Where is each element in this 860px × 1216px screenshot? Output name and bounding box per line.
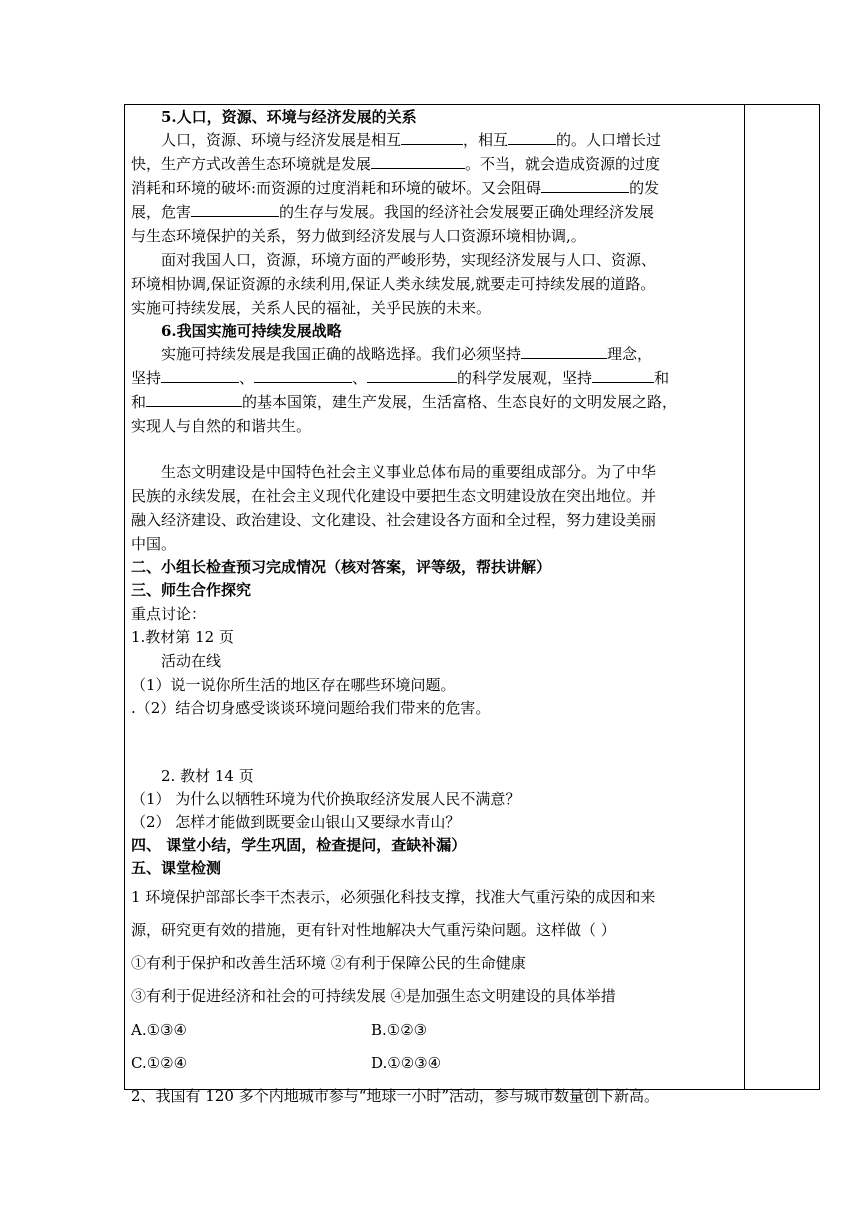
test-q1-line1: 1 环境保护部部长李干杰表示，必须强化科技支撑，找准大气重污染的成因和来 [131, 888, 656, 906]
fill-blank[interactable] [508, 130, 556, 145]
test-q2: 2、我国有 120 多个内地城市参与“地球一小时”活动，参与城市数量创下新高。 [131, 1087, 660, 1105]
section6-line3: 和 的基本国策，建生产发展，生活富格、生态良好的文明发展之路， [131, 393, 678, 411]
fill-blank[interactable] [161, 368, 239, 383]
test-options-line2: ③有利于促进经济和社会的可持续发展 ④是加强生态文明建设的具体举措 [131, 987, 616, 1005]
section5-p1-line4: 展，危害 的生存与发展。我国的经济社会发展要正确处理经济发展 [131, 203, 655, 221]
section6-line1: 实施可持续发展是我国正确的战略选择。我们必须坚持 理念， [161, 345, 653, 363]
test-q1-line2: 源，研究更有效的措施，更有针对性地解决大气重污染问题。这样做（ ） [131, 921, 616, 939]
fill-blank[interactable] [592, 368, 654, 383]
column-divider [744, 104, 745, 1090]
question-2: .（2）结合切身感受谈谈环境问题给我们带来的危害。 [131, 699, 491, 717]
section6-heading: 6.我国实施可持续发展战略 [161, 322, 342, 340]
ecology-line1: 生态文明建设是中国特色社会主义事业总体布局的重要组成部分。为了中华 [161, 463, 657, 481]
part2-heading: 二、小组长检查预习完成情况（核对答案，评等级，帮扶讲解） [131, 558, 552, 576]
section5-p2-line2: 环境相协调,保证资源的永续利用,保证人类永续发展,就要走可持续发展的道路。 [131, 275, 656, 293]
section5-p1-line3: 消耗和环境的破坏:而资源的过度消耗和环境的破坏。又会阻碍 的发 [131, 179, 660, 197]
answer-b[interactable]: B.①②③ [371, 1021, 428, 1039]
ecology-line2: 民族的永续发展，在社会主义现代化建设中要把生态文明建设放在突出地位。并 [131, 487, 657, 505]
part5-heading: 五、课堂检测 [131, 859, 222, 877]
fill-blank[interactable] [191, 202, 279, 217]
section5-p2-line3: 实施可持续发展，关系人民的福祉，关乎民族的未来。 [131, 299, 492, 317]
fill-blank[interactable] [541, 178, 629, 193]
fill-blank[interactable] [371, 154, 465, 169]
section5-p1-line2: 快，生产方式改善生态环境就是发展 。不当，就会造成资源的过度 [131, 155, 661, 173]
ecology-line3: 融入经济建设、政治建设、文化建设、社会建设各方面和全过程，努力建设美丽 [131, 511, 657, 529]
part3-heading: 三、师生合作探究 [131, 581, 252, 599]
fill-blank[interactable] [401, 130, 463, 145]
answer-d[interactable]: D.①②③④ [371, 1054, 442, 1072]
activity-label: 活动在线 [161, 652, 222, 670]
question-1: （1）说一说你所生活的地区存在哪些环境问题。 [131, 676, 456, 694]
item1-label: 1.教材第 12 页 [131, 628, 234, 646]
section5-p1-line5: 与生态环境保护的关系，努力做到经济发展与人口资源环境相协调,。 [131, 227, 586, 245]
question-4: （2） 怎样才能做到既要金山银山又要绿水青山？ [131, 813, 461, 831]
answer-c[interactable]: C.①②④ [131, 1054, 188, 1072]
section5-p1-line1: 人口，资源、环境与经济发展是相互 ，相互 的。人口增长过 [161, 131, 662, 149]
focus-label: 重点讨论： [131, 605, 207, 623]
item2-label: 2. 教材 14 页 [161, 767, 254, 785]
question-3: （1） 为什么以牺牲环境为代价换取经济发展人民不满意？ [131, 790, 521, 808]
part4-heading: 四、 课堂小结，学生巩固，检查提问，查缺补漏） [131, 836, 467, 854]
section5-heading: 5.人口，资源、环境与经济发展的关系 [161, 108, 417, 126]
section6-line2: 坚持 、 、 的科学发展观，坚持 和 [131, 369, 670, 387]
fill-blank[interactable] [521, 344, 607, 359]
fill-blank[interactable] [367, 368, 457, 383]
section6-line4: 实现人与自然的和谐共生。 [131, 417, 312, 435]
fill-blank[interactable] [254, 368, 352, 383]
ecology-line4: 中国。 [131, 535, 177, 553]
answer-a[interactable]: A.①③④ [131, 1021, 187, 1039]
section5-p2-line1: 面对我国人口，资源，环境方面的严峻形势，实现经济发展与人口、资源、 [161, 251, 657, 269]
fill-blank[interactable] [146, 392, 242, 407]
test-options-line1: ①有利于保护和改善生活环境 ②有利于保障公民的生命健康 [131, 954, 526, 972]
